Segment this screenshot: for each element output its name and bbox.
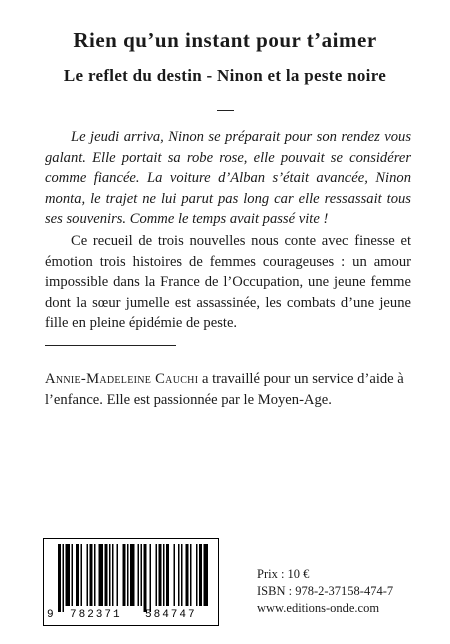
barcode-right-digits: 584747 [145,609,197,621]
barcode-bar [94,544,96,606]
barcode-bar [199,544,202,606]
barcode-lead-digit: 9 [47,609,54,621]
barcode-bar [190,544,192,606]
barcode-bar [150,544,152,612]
isbn-barcode [43,538,219,626]
excerpt-paragraph: Le jeudi arriva, Ninon se préparait pour son rendez vous galant. Elle portait sa robe rose, elle pouvait se considérer comme fiancée. La voiture d’Alban s’était avancée, Ninon monta, le trajet ne lui parut pas long car elle ressassait tous ses souvenirs. Comme le temps avait passé vite ! [45,129,411,227]
barcode-bar [76,544,79,606]
publisher-website[interactable]: www.editions-onde.com [257,601,380,615]
author-bio-text: a travaillé pour un service d’aide à l’enfance. Elle est passionnée par le Moyen-Age. [45,371,404,408]
barcode-bar [63,544,65,612]
barcode-bar [130,544,135,606]
barcode-bar [123,544,126,606]
barcode-bar [81,544,83,606]
author-name: Annie-Madeleine Cauchi [45,371,199,387]
barcode-bar [127,544,129,606]
barcode-bar [105,544,108,606]
barcode-bar [163,544,165,606]
book-title: Rien qu’un instant pour t’aimer [73,28,377,52]
barcode-bar [138,544,140,606]
barcode-bar [72,544,74,606]
book-subtitle: Le reflet du destin - Ninon et la peste noire [63,66,387,85]
barcode-bar [159,544,162,606]
barcode-bar [117,544,119,606]
price: Prix : 10 € [257,567,310,581]
barcode-bar [90,544,93,606]
barcode-bar [141,544,143,606]
barcode-left-digits: 782371 [70,609,122,621]
barcode-bar [156,544,158,606]
title-separator [217,110,234,111]
barcode-bar [186,544,189,606]
barcode-bar [166,544,169,606]
barcode-bar [66,544,71,606]
barcode-bar [58,544,61,612]
summary-paragraph: Ce recueil de trois nouvelles nous conte avec finesse et émotion trois histoires de femmes courageuses : un amour impossible dans la France de l’Occupation, une jeune femme dont la sœur jumelle est assassinée, les combats d’une jeune fille en pleine épidémie de peste. [45,233,411,331]
barcode-bar [174,544,176,606]
barcode-bar [204,544,209,606]
section-divider [45,345,176,346]
isbn: ISBN : 978-2-37158-474-7 [257,584,394,598]
barcode-bar [87,544,89,606]
barcode-bar [144,544,147,612]
barcode-bar [99,544,104,606]
barcode-bar [196,544,198,606]
barcode-bar [109,544,111,606]
author-bio [45,369,411,410]
publication-info [257,566,437,617]
barcode-bar [181,544,183,606]
barcode-bar [178,544,180,606]
barcode-bar [112,544,114,606]
